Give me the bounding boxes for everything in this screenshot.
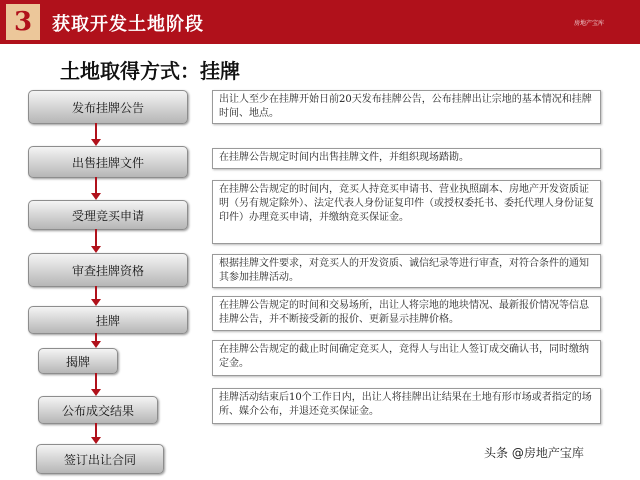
step-description: 挂牌活动结束后10个工作日内，出让人将挂牌出让结果在土地有形市场或者指定的场所、媒介公布，并退还竞买保证金。 bbox=[212, 388, 601, 424]
step-description: 在挂牌公告规定的时间和交易场所，出让人将宗地的地块情况、最新报价情况等信息挂牌公告，并不断接受新的报价、更新显示挂牌价格。 bbox=[212, 296, 601, 331]
step-unveil bbox=[38, 348, 118, 374]
header-title: 获取开发土地阶段 bbox=[52, 14, 204, 35]
step-label: 出售挂牌文件 bbox=[71, 155, 144, 170]
step-sell-documents bbox=[28, 146, 188, 178]
arrow-down-icon bbox=[91, 333, 101, 346]
step-label: 公布成交结果 bbox=[61, 403, 134, 418]
step-publish-result bbox=[38, 396, 158, 424]
step-sign-contract bbox=[36, 444, 164, 474]
header-band bbox=[0, 0, 640, 44]
step-review-qualification bbox=[28, 253, 188, 287]
step-description: 根据挂牌文件要求，对竞买人的开发资质、诚信纪录等进行审查，对符合条件的通知其参加挂牌活动。 bbox=[212, 254, 601, 288]
step-label: 签订出让合同 bbox=[63, 452, 136, 467]
section-number: 3 bbox=[13, 7, 33, 37]
section-number-logo bbox=[6, 4, 40, 40]
step-label: 审查挂牌资格 bbox=[71, 263, 144, 278]
step-description: 在挂牌公告规定时间内出售挂牌文件，并组织现场踏勘。 bbox=[212, 148, 601, 169]
arrow-down-icon bbox=[91, 123, 101, 144]
step-label: 发布挂牌公告 bbox=[71, 100, 144, 115]
page-title: 土地取得方式：挂牌 bbox=[60, 59, 240, 83]
step-accept-application bbox=[28, 200, 188, 230]
watermark: 头条 @房地产宝库 bbox=[480, 444, 588, 461]
step-publish-announcement bbox=[28, 90, 188, 124]
arrow-down-icon bbox=[91, 229, 101, 251]
arrow-down-icon bbox=[91, 423, 101, 442]
step-listing bbox=[28, 306, 188, 334]
brand-logo-text: 房地产宝库 bbox=[574, 20, 605, 27]
step-description: 在挂牌公告规定的时间内，竞买人持竞买申请书、营业执照副本、房地产开发资质证明（另有规定除外）、法定代表人身份证复印件（或授权委托书、委托代理人身份证复印件）办理竞买申请，并缴纳竞买保证金。 bbox=[212, 180, 601, 244]
step-description: 出让人至少在挂牌开始日前20天发布挂牌公告，公布挂牌出让宗地的基本情况和挂牌时间、地点。 bbox=[212, 90, 601, 124]
step-label: 受理竞买申请 bbox=[71, 208, 144, 223]
arrow-down-icon bbox=[91, 286, 101, 304]
step-description: 在挂牌公告规定的截止时间确定竞买人，竞得人与出让人签订成交确认书，同时缴纳定金。 bbox=[212, 340, 601, 376]
arrow-down-icon bbox=[91, 373, 101, 394]
step-label: 挂牌 bbox=[95, 313, 120, 328]
arrow-down-icon bbox=[91, 177, 101, 198]
step-label: 揭牌 bbox=[65, 354, 90, 369]
